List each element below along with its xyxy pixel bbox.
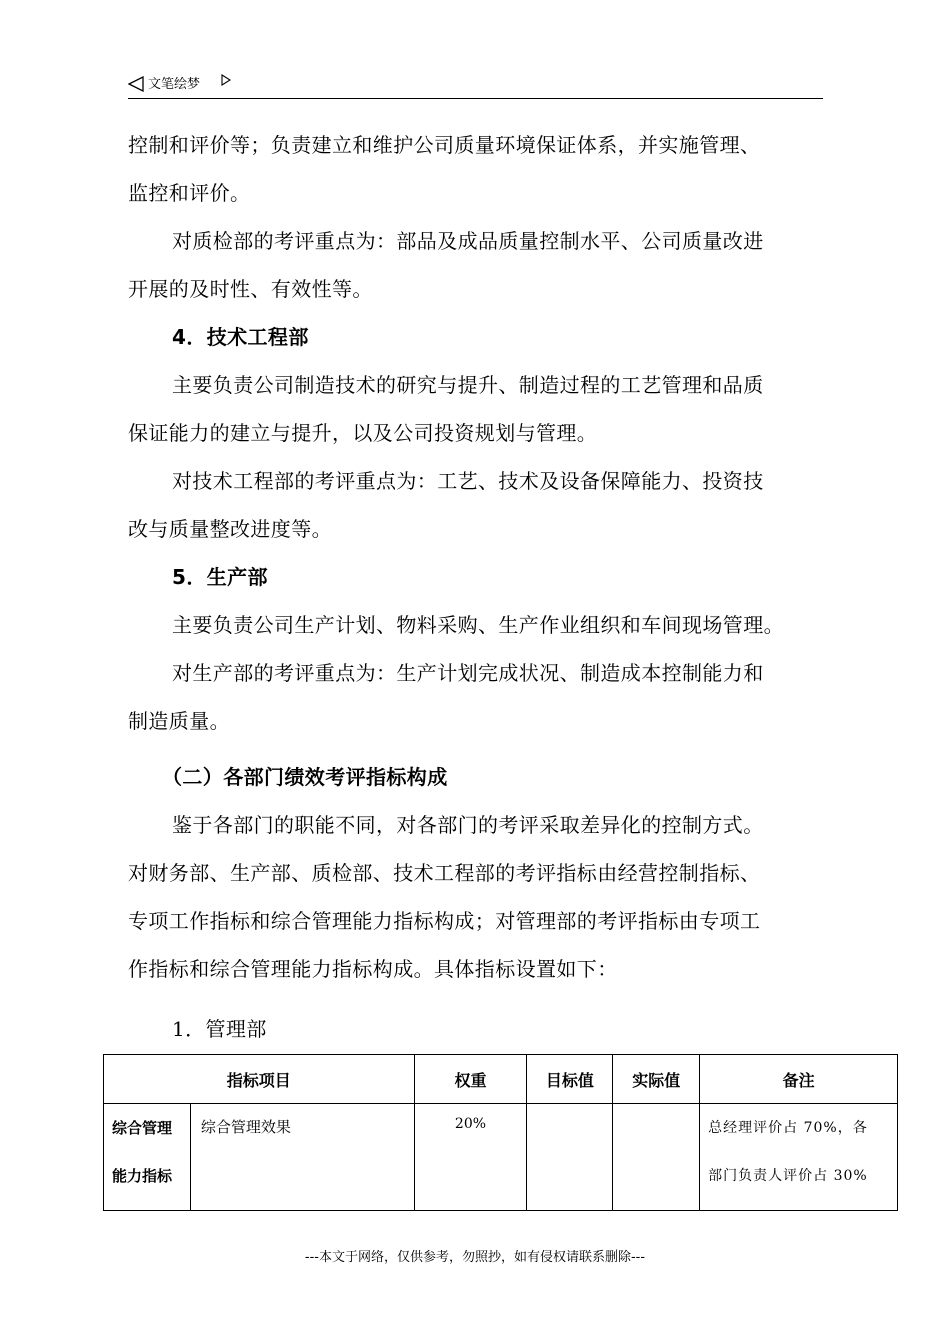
note-line: 总经理评价占 70%，各 <box>708 1120 868 1136</box>
page-header <box>128 72 823 99</box>
weight-cell: 20% <box>414 1104 527 1211</box>
body-text-line: 主要负责公司生产计划、物料采购、生产作业组织和车间现场管理。 <box>172 613 784 637</box>
body-text-line: 对生产部的考评重点为：生产计划完成状况、制造成本控制能力和 <box>172 661 764 685</box>
header-weight: 权重 <box>414 1055 527 1104</box>
body-text-line: 监控和评价。 <box>128 181 251 205</box>
section-heading: 4．技术工程部 <box>172 325 309 349</box>
body-text-line: 对财务部、生产部、质检部、技术工程部的考评指标由经营控制指标、 <box>128 861 761 885</box>
category-line: 能力指标 <box>112 1167 173 1185</box>
section-heading: 5．生产部 <box>172 565 268 589</box>
body-text-line: 鉴于各部门的职能不同，对各部门的考评采取差异化的控制方式。 <box>172 813 764 837</box>
body-text-line: 专项工作指标和综合管理能力指标构成；对管理部的考评指标由专项工 <box>128 909 761 933</box>
table-header-row <box>104 1055 898 1104</box>
body-text-line: 对技术工程部的考评重点为：工艺、技术及设备保障能力、投资技 <box>172 469 764 493</box>
triangle-left-outline-icon <box>128 76 144 92</box>
header-actual: 实际值 <box>613 1055 700 1104</box>
header-brand: 文笔绘梦 <box>148 77 201 92</box>
body-text-line: 开展的及时性、有效性等。 <box>128 277 373 301</box>
body-text-line: 制造质量。 <box>128 709 230 733</box>
header-item: 指标项目 <box>104 1055 415 1104</box>
target-cell <box>527 1104 613 1211</box>
header-note: 备注 <box>700 1055 898 1104</box>
body-text-line: 保证能力的建立与提升，以及公司投资规划与管理。 <box>128 421 598 445</box>
page-footer: ---本文于网络，仅供参考，勿照抄，如有侵权请联系删除--- <box>304 1250 646 1265</box>
body-text-line: 主要负责公司制造技术的研究与提升、制造过程的工艺管理和品质 <box>172 373 764 397</box>
triangle-right-outline-icon <box>221 74 231 86</box>
actual-cell <box>613 1104 700 1211</box>
item-cell: 综合管理效果 <box>190 1104 414 1211</box>
body-text-line: 控制和评价等；负责建立和维护公司质量环境保证体系，并实施管理、 <box>128 133 761 157</box>
category-cell <box>104 1104 191 1211</box>
header-target: 目标值 <box>527 1055 613 1104</box>
table-row <box>104 1104 898 1211</box>
body-text-line: 改与质量整改进度等。 <box>128 517 332 541</box>
category-line: 综合管理 <box>112 1119 173 1137</box>
body-text-line: 对质检部的考评重点为：部品及成品质量控制水平、公司质量改进 <box>172 229 764 253</box>
note-line: 部门负责人评价占 30% <box>708 1168 868 1184</box>
note-cell <box>700 1104 898 1211</box>
kpi-table <box>103 1054 898 1211</box>
subsection-heading: 1．管理部 <box>172 1017 267 1041</box>
section-heading: （二）各部门绩效考评指标构成 <box>162 765 448 789</box>
body-text-line: 作指标和综合管理能力指标构成。具体指标设置如下： <box>128 957 618 981</box>
